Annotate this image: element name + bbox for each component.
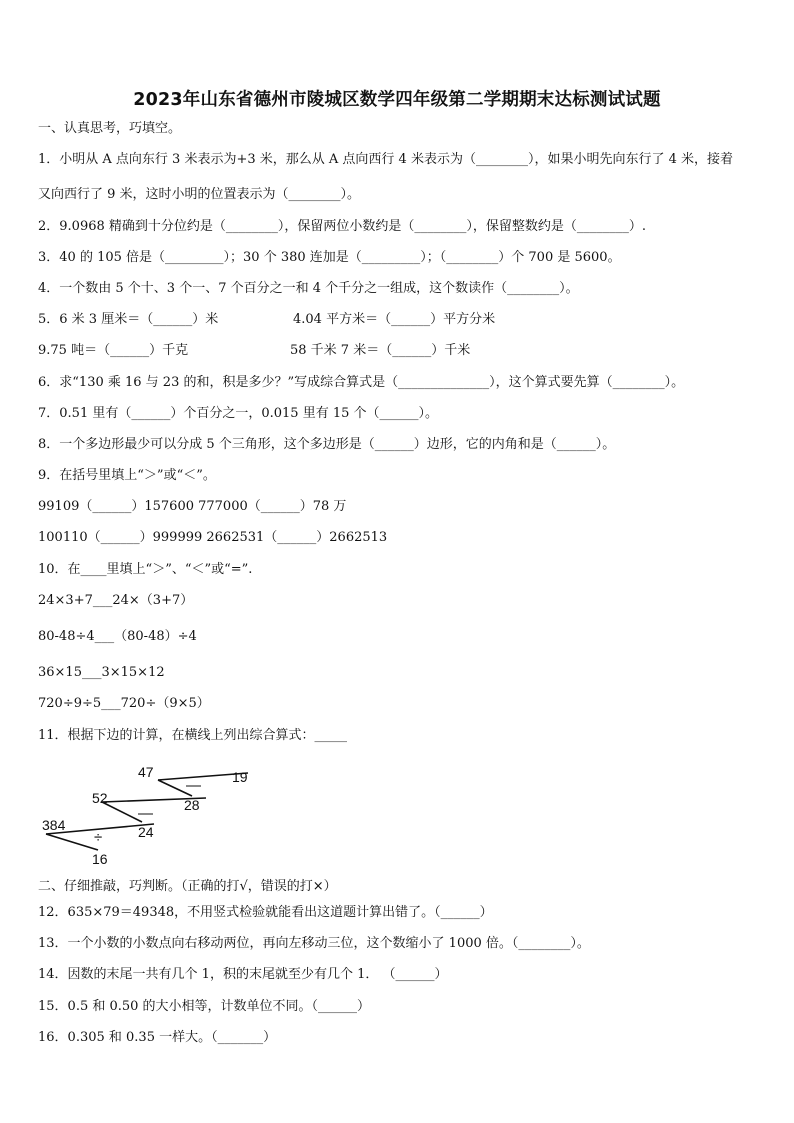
number-19: 19	[232, 769, 248, 785]
question-2: 2．9.0968 精确到十分位约是（________），保留两位小数约是（________），保留整数约是（________）.	[38, 219, 647, 234]
minus-sign-1: —	[186, 777, 201, 794]
question-10-row-d: 720÷9÷5___720÷（9×5）	[38, 696, 210, 711]
number-47: 47	[138, 764, 154, 780]
number-28: 28	[184, 797, 200, 813]
section-heading-2: 二、仔细推敲，巧判断。（正确的打√，错误的打×）	[38, 879, 337, 894]
section-heading-1: 一、认真思考，巧填空。	[38, 121, 182, 136]
question-9-row-b: 100110（______）999999 2662531（______）2662513	[38, 530, 388, 545]
minus-sign-2: —	[138, 805, 153, 822]
question-10-row-a: 24×3+7___24×（3+7）	[38, 593, 194, 608]
question-5-right-a: 4.04 平方米＝（______）平方分米	[293, 312, 496, 327]
question-1-line-2: 又向西行了 9 米，这时小明的位置表示为（________）。	[38, 187, 361, 202]
question-9: 9．在括号里填上“＞”或“＜”。	[38, 468, 216, 483]
question-1-line-1: 1．小明从 A 点向东行 3 米表示为+3 米，那么从 A 点向西行 4 米表示为（________），如果小明先向东行了 4 米，接着	[38, 152, 733, 167]
number-384: 384	[42, 817, 66, 833]
question-10-row-c: 36×15___3×15×12	[38, 665, 165, 680]
number-16: 16	[92, 851, 108, 867]
question-13: 13．一个小数的小数点向右移动两位，再向左移动三位，这个数缩小了 1000 倍。（________）。	[38, 936, 590, 951]
question-14: 14．因数的末尾一共有几个 1，积的末尾就至少有几个 1． （______）	[38, 967, 448, 982]
question-4: 4．一个数由 5 个十、3 个一、7 个百分之一和 4 个千分之一组成，这个数读作（________）。	[38, 281, 579, 296]
question-15: 15．0.5 和 0.50 的大小相等，计数单位不同。（______）	[38, 999, 371, 1014]
question-7: 7．0.51 里有（______）个百分之一，0.015 里有 15 个（______）。	[38, 406, 439, 421]
question-6: 6．求“130 乘 16 与 23 的和，积是多少？”写成综合算式是（______________），这个算式要先算（________）。	[38, 375, 685, 390]
question-5-right-b: 58 千米 7 米＝（______）千米	[290, 343, 471, 358]
question-3: 3．40 的 105 倍是（_________）；30 个 380 连加是（_________）；（________）个 700 是 5600。	[38, 250, 621, 265]
number-24: 24	[138, 824, 154, 840]
calculation-tree-diagram	[30, 758, 270, 870]
number-52: 52	[92, 790, 108, 806]
question-5-left-b: 9.75 吨＝（______）千克	[38, 343, 189, 358]
question-16: 16．0.305 和 0.35 一样大。（_______）	[38, 1030, 277, 1045]
branch-line-mid-2	[102, 802, 142, 822]
question-10: 10．在____里填上“＞”、“＜”或“=”.	[38, 562, 253, 577]
question-8: 8．一个多边形最少可以分成 5 个三角形，这个多边形是（______）边形，它的内角和是（______）。	[38, 437, 616, 452]
question-5-left-a: 5．6 米 3 厘米＝（______）米	[38, 312, 219, 327]
question-10-row-b: 80-48÷4___（80-48）÷4	[38, 629, 197, 644]
question-11: 11．根据下边的计算，在横线上列出综合算式：_____	[38, 728, 348, 743]
page-title: 2023年山东省德州市陵城区数学四年级第二学期期末达标测试试题	[133, 90, 661, 110]
question-12: 12．635×79＝49348，不用竖式检验就能看出这道题计算出错了。（______）	[38, 905, 493, 920]
question-9-row-a: 99109（______）157600 777000（______）78 万	[38, 499, 347, 514]
divide-sign: ÷	[94, 829, 103, 846]
branch-line-bottom-2	[46, 834, 98, 850]
